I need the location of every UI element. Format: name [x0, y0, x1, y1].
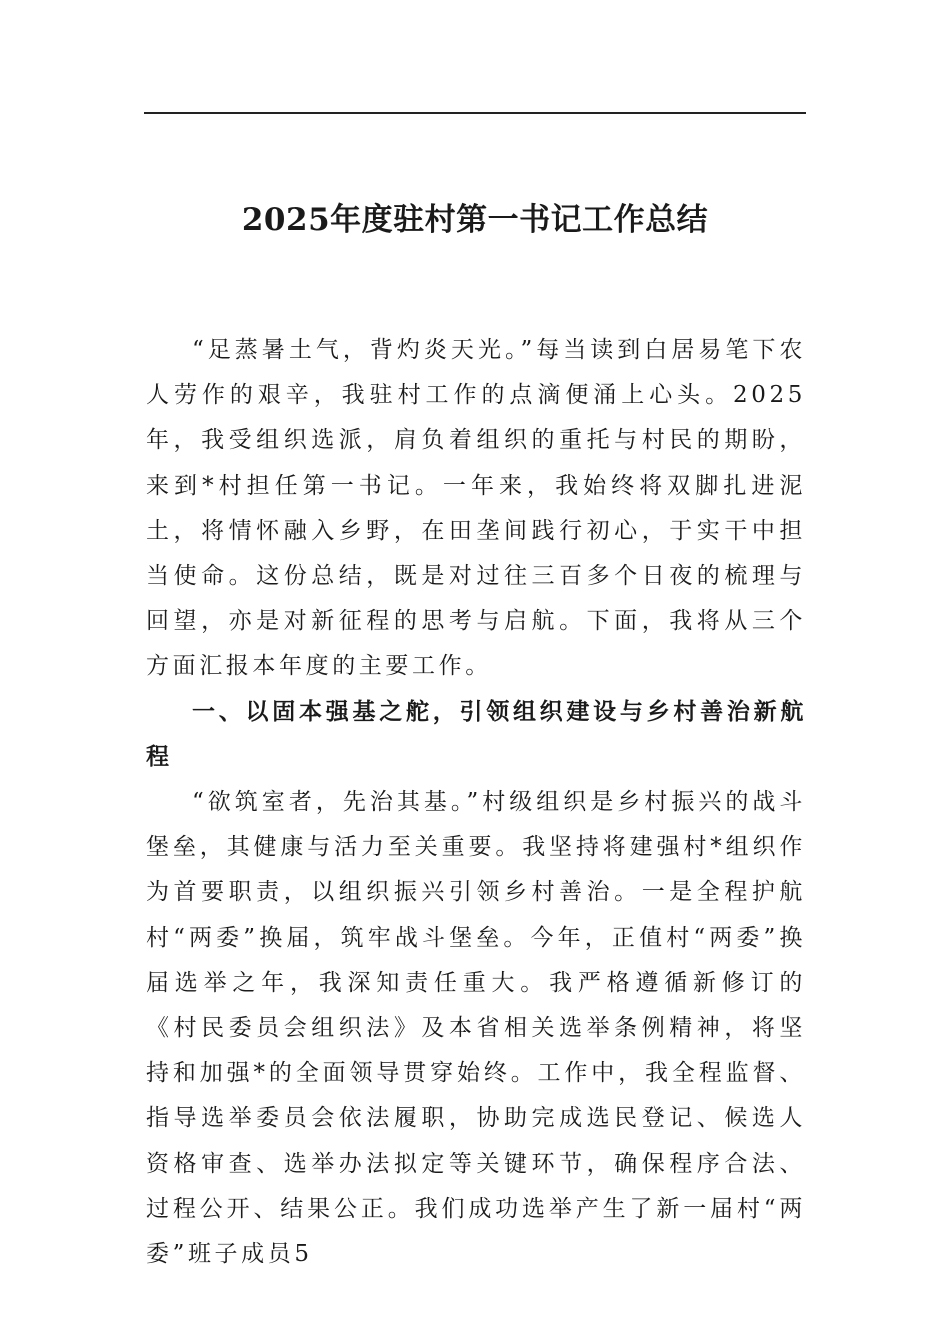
document-title: 2025年度驻村第一书记工作总结: [241, 202, 709, 238]
header-rule: [144, 112, 806, 114]
section-1-heading: 一、以固本强基之舵，引领组织建设与乡村善治新航程: [146, 698, 806, 770]
section-1-paragraph: “欲筑室者，先治其基。”村级组织是乡村振兴的战斗堡垒，其健康与活力至关重要。我坚持将建强村*组织作为首要职责，以组织振兴引领乡村善治。一是全程护航村“两委”换届，筑牢战斗堡垒。今年，正值村“两委”换届选举之年，我深知责任重大。我严格遵循新修订的《村民委员会组织法》及本省相关选举条例精神，将坚持和加强*的全面领导贯穿始终。工作中，我全程监督、指导选举委员会依法履职，协助完成选民登记、候选人资格审查、选举办法拟定等关键环节，确保程序合法、过程公开、结果公正。我们成功选举产生了新一届村“两委”班子成员5: [146, 789, 806, 1268]
intro-paragraph: “足蒸暑土气，背灼炎天光。”每当读到白居易笔下农人劳作的艰辛，我驻村工作的点滴便涌上心头。2025年，我受组织选派，肩负着组织的重托与村民的期盼，来到*村担任第一书记。一年来，我始终将双脚扎进泥土，将情怀融入乡野，在田垄间践行初心，于实干中担当使命。这份总结，既是对过往三百多个日夜的梳理与回望，亦是对新征程的思考与启航。下面，我将从三个方面汇报本年度的主要工作。: [146, 337, 806, 680]
document-body: [146, 328, 806, 1277]
